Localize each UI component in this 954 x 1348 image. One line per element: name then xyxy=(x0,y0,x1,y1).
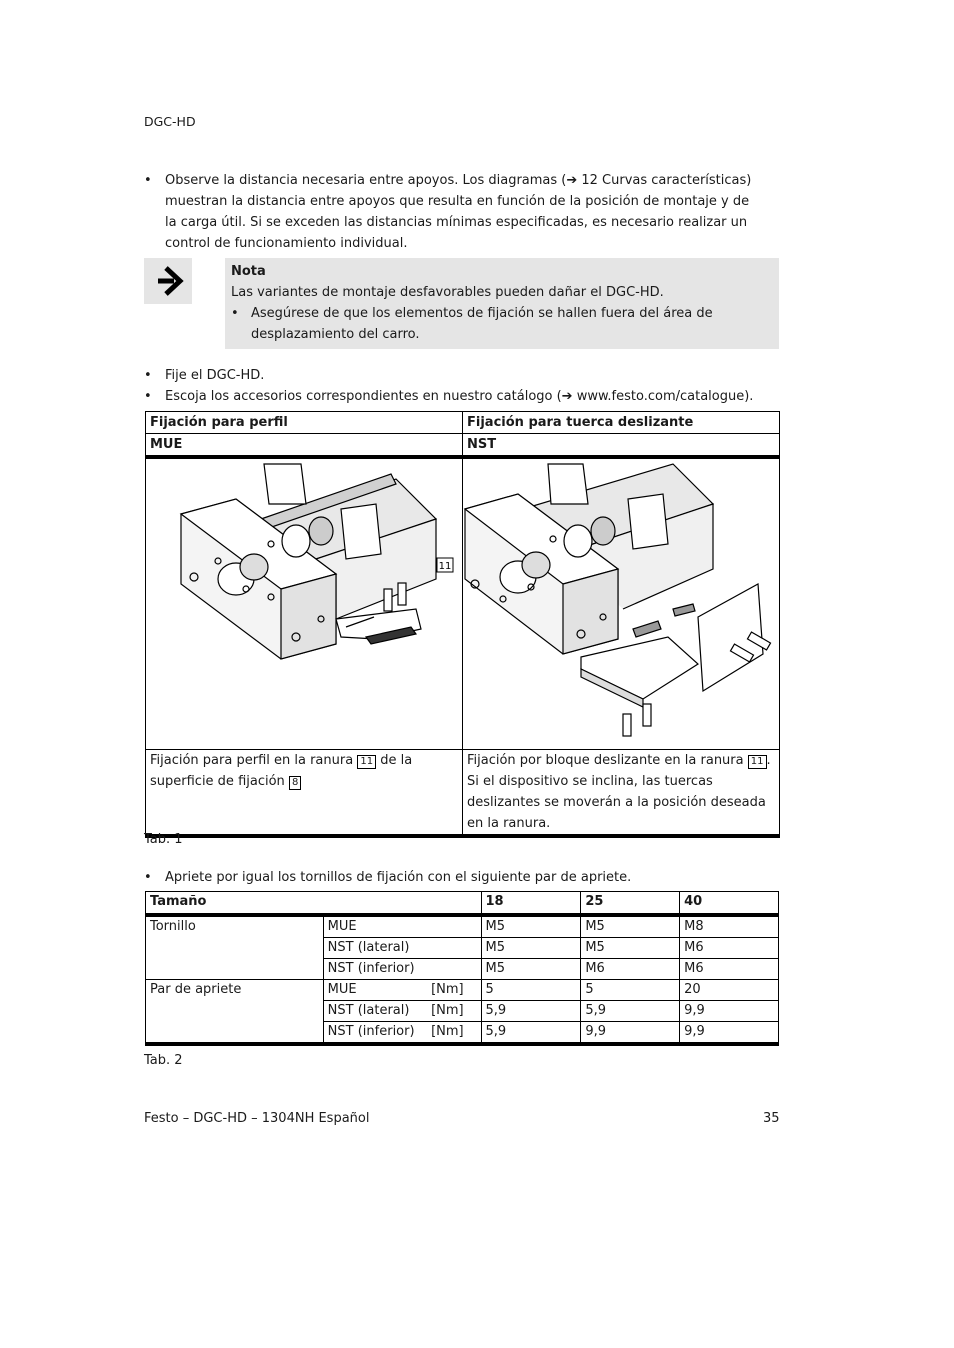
torque-table xyxy=(145,891,779,1046)
callout-8-ref: 8 xyxy=(289,776,301,790)
t2-header-size: Tamaño xyxy=(146,892,482,916)
t2-cell: M5 xyxy=(481,959,581,980)
t2-cell: M6 xyxy=(680,938,779,959)
t2-header-25: 25 xyxy=(581,892,680,916)
nst-mounting-illustration xyxy=(463,459,779,742)
t2-cell: 5 xyxy=(581,980,680,1001)
t2-row-type: NST (inferior) xyxy=(323,959,481,980)
callout-11-ref: 11 xyxy=(357,755,376,769)
table2-caption: Tab. 2 xyxy=(144,1053,183,1068)
t2-unit: [Nm] xyxy=(427,980,481,1001)
callout-11-mue xyxy=(437,558,453,572)
nst-illustration-cell xyxy=(463,457,780,750)
t2-cell: 9,9 xyxy=(581,1022,680,1045)
bullet-distance: • Observe la distancia necesaria entre apoyos. Los diagramas (➔ 12 Curvas características) muestran la distancia entre apoyos que resulta en función de la posición de montaje y de la carga útil. Si se exceden las distancias mínimas especificadas, es necesario realizar un control de funcionamiento individual. xyxy=(144,170,784,254)
bullet-torque: • Apriete por igual los tornillos de fijación con el siguiente par de apriete. xyxy=(144,870,632,885)
t2-cell: M6 xyxy=(581,959,680,980)
note-subitem: • Asegúrese de que los elementos de fijación se hallen fuera del área de desplazamiento del carro. xyxy=(231,306,713,342)
t2-row-type: MUE xyxy=(323,915,481,938)
t2-row-type: MUE xyxy=(323,980,427,1001)
t2-cell: 5,9 xyxy=(481,1022,581,1045)
callout-11-ref-nst: 11 xyxy=(748,755,767,769)
t1-col1-description: Fijación para perfil en la ranura 11 de la superficie de fijación 8 xyxy=(146,750,463,837)
t2-cell: 5,9 xyxy=(481,1001,581,1022)
mounting-table xyxy=(145,411,780,838)
t2-cell: 9,9 xyxy=(680,1022,779,1045)
running-header: DGC-HD xyxy=(144,114,196,129)
t2-header-18: 18 xyxy=(481,892,581,916)
t2-cell: M6 xyxy=(680,959,779,980)
note-text: Las variantes de montaje desfavorables pueden dañar el DGC-HD. xyxy=(231,285,664,300)
t2-cell: M5 xyxy=(481,915,581,938)
footer-left: Festo – DGC-HD – 1304NH Español xyxy=(144,1111,370,1126)
t2-cell: M5 xyxy=(581,915,680,938)
t1-col2-description: Fijación por bloque deslizante en la ranura 11 . Si el dispositivo se inclina, las tuercas deslizantes se moverán a la posición deseada en la ranura. xyxy=(463,750,780,837)
t2-row-type: NST (inferior) xyxy=(323,1022,427,1045)
t1-col2-header: Fijación para tuerca deslizante xyxy=(463,412,780,434)
t2-cell: 20 xyxy=(680,980,779,1001)
t2-row-type: NST (lateral) xyxy=(323,1001,427,1022)
t2-cell: 5 xyxy=(481,980,581,1001)
mue-illustration-cell xyxy=(146,457,463,750)
table1-caption: Tab. 1 xyxy=(144,832,183,847)
t2-unit: [Nm] xyxy=(427,1001,481,1022)
t1-col1-code: MUE xyxy=(146,434,463,458)
t2-cell: 9,9 xyxy=(680,1001,779,1022)
t2-header-40: 40 xyxy=(680,892,779,916)
t2-row-type: NST (lateral) xyxy=(323,938,481,959)
t2-cell: 5,9 xyxy=(581,1001,680,1022)
t1-col2-code: NST xyxy=(463,434,780,458)
t2-cell: M5 xyxy=(481,938,581,959)
t2-cell: M8 xyxy=(680,915,779,938)
t2-torque-label: Par de apriete xyxy=(146,980,324,1045)
note-arrow-icon xyxy=(144,258,192,304)
t2-cell: M5 xyxy=(581,938,680,959)
bullet-distance-text: Observe la distancia necesaria entre apoyos. Los diagramas (➔ 12 Curvas características) muestran la distancia entre apoyos que resulta en función de la posición de montaje y de la carga útil. Si se exceden las distancias mínimas especificadas, es necesario realizar un control de funcionamiento individual. xyxy=(165,173,752,251)
bullet-accessories: • Escoja los accesorios correspondientes en nuestro catálogo (➔ www.festo.com/catalogue). xyxy=(144,389,754,404)
bullet-fix: • Fije el DGC-HD. xyxy=(144,368,265,383)
note-box xyxy=(225,258,779,349)
svg-text:11: 11 xyxy=(438,561,452,572)
t1-col1-header: Fijación para perfil xyxy=(146,412,463,434)
t2-unit: [Nm] xyxy=(427,1022,481,1045)
t2-screw-label: Tornillo xyxy=(146,915,324,980)
note-title: Nota xyxy=(231,264,266,279)
page-number: 35 xyxy=(763,1111,780,1126)
mue-mounting-illustration xyxy=(146,459,462,742)
